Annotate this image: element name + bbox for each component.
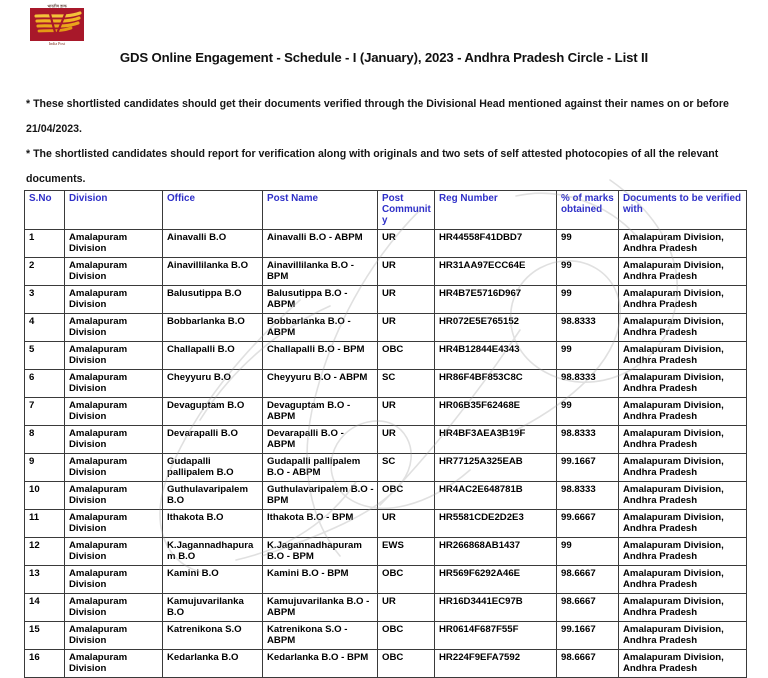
cell-marks: 99 [557,397,619,425]
cell-documents: Amalapuram Division, Andhra Pradesh [619,649,747,677]
cell-post-community: UR [378,593,435,621]
cell-marks: 99 [557,257,619,285]
cell-post-name: Cheyyuru B.O - ABPM [263,369,378,397]
table-header [25,191,747,230]
cell-post-name: Kamini B.O - BPM [263,565,378,593]
table-row [25,565,747,593]
cell-reg-number: HR072E5E765152 [435,313,557,341]
cell-reg-number: HR16D3441EC97B [435,593,557,621]
cell-division: Amalapuram Division [65,593,163,621]
cell-post-name: Devarapalli B.O - ABPM [263,425,378,453]
cell-post-community: OBC [378,481,435,509]
table-row [25,285,747,313]
cell-post-name: Bobbarlanka B.O - ABPM [263,313,378,341]
cell-division: Amalapuram Division [65,453,163,481]
cell-office: Kedarlanka B.O [163,649,263,677]
cell-reg-number: HR4B7E5716D967 [435,285,557,313]
cell-post-name: Gudapalli pallipalem B.O - ABPM [263,453,378,481]
cell-post-community: UR [378,313,435,341]
cell-division: Amalapuram Division [65,369,163,397]
cell-post-name: Challapalli B.O - BPM [263,341,378,369]
cell-office: Guthulavaripalem B.O [163,481,263,509]
cell-office: Bobbarlanka B.O [163,313,263,341]
cell-office: Devarapalli B.O [163,425,263,453]
cell-office: Ithakota B.O [163,509,263,537]
india-post-logo-icon [26,2,88,46]
cell-documents: Amalapuram Division, Andhra Pradesh [619,313,747,341]
cell-sno: 10 [25,481,65,509]
cell-office: Katrenikona S.O [163,621,263,649]
column-header-post-community: Post Community [378,191,435,230]
cell-post-community: OBC [378,649,435,677]
table-row [25,649,747,677]
cell-marks: 99 [557,341,619,369]
cell-sno: 3 [25,285,65,313]
cell-documents: Amalapuram Division, Andhra Pradesh [619,229,747,257]
table-row [25,537,747,565]
cell-post-community: SC [378,369,435,397]
cell-post-name: Balusutippa B.O - ABPM [263,285,378,313]
cell-division: Amalapuram Division [65,537,163,565]
svg-text:India Post: India Post [48,41,66,46]
cell-documents: Amalapuram Division, Andhra Pradesh [619,481,747,509]
cell-reg-number: HR4BF3AEA3B19F [435,425,557,453]
column-header-marks: % of marks obtained [557,191,619,230]
cell-division: Amalapuram Division [65,229,163,257]
cell-documents: Amalapuram Division, Andhra Pradesh [619,341,747,369]
cell-reg-number: HR44558F41DBD7 [435,229,557,257]
india-post-logo [26,2,88,46]
cell-documents: Amalapuram Division, Andhra Pradesh [619,397,747,425]
table-row [25,369,747,397]
cell-office: Kamini B.O [163,565,263,593]
cell-documents: Amalapuram Division, Andhra Pradesh [619,425,747,453]
cell-marks: 98.8333 [557,425,619,453]
cell-post-name: Katrenikona S.O - ABPM [263,621,378,649]
cell-marks: 98.8333 [557,313,619,341]
cell-post-community: EWS [378,537,435,565]
cell-office: Cheyyuru B.O [163,369,263,397]
cell-office: Kamujuvarilanka B.O [163,593,263,621]
cell-marks: 98.8333 [557,369,619,397]
cell-division: Amalapuram Division [65,425,163,453]
cell-reg-number: HR4B12844E4343 [435,341,557,369]
cell-marks: 99.1667 [557,621,619,649]
cell-division: Amalapuram Division [65,285,163,313]
cell-reg-number: HR4AC2E648781B [435,481,557,509]
cell-office: Challapalli B.O [163,341,263,369]
cell-sno: 1 [25,229,65,257]
cell-post-community: UR [378,509,435,537]
cell-marks: 98.6667 [557,593,619,621]
cell-post-community: UR [378,285,435,313]
cell-division: Amalapuram Division [65,481,163,509]
cell-marks: 98.8333 [557,481,619,509]
note-line-1: * These shortlisted candidates should get their documents verified through the Divisional Head mentioned against their names on or before 21/04/2023. [26,98,729,135]
cell-post-name: Guthulavaripalem B.O - BPM [263,481,378,509]
column-header-documents: Documents to be verified with [619,191,747,230]
cell-sno: 6 [25,369,65,397]
cell-sno: 11 [25,509,65,537]
cell-office: Devaguptam B.O [163,397,263,425]
cell-sno: 2 [25,257,65,285]
cell-sno: 13 [25,565,65,593]
cell-office: Gudapalli pallipalem B.O [163,453,263,481]
notes-block [26,92,742,192]
cell-sno: 5 [25,341,65,369]
cell-marks: 99 [557,285,619,313]
cell-post-name: Kedarlanka B.O - BPM [263,649,378,677]
cell-documents: Amalapuram Division, Andhra Pradesh [619,593,747,621]
cell-post-community: UR [378,229,435,257]
cell-documents: Amalapuram Division, Andhra Pradesh [619,509,747,537]
cell-documents: Amalapuram Division, Andhra Pradesh [619,257,747,285]
cell-division: Amalapuram Division [65,397,163,425]
cell-sno: 9 [25,453,65,481]
cell-sno: 7 [25,397,65,425]
table-row [25,481,747,509]
cell-division: Amalapuram Division [65,257,163,285]
cell-reg-number: HR77125A325EAB [435,453,557,481]
cell-post-community: SC [378,453,435,481]
cell-reg-number: HR224F9EFA7592 [435,649,557,677]
cell-division: Amalapuram Division [65,313,163,341]
cell-reg-number: HR06B35F62468E [435,397,557,425]
cell-division: Amalapuram Division [65,565,163,593]
cell-office: Ainavalli B.O [163,229,263,257]
cell-office: Balusutippa B.O [163,285,263,313]
cell-reg-number: HR0614F687F55F [435,621,557,649]
column-header-division: Division [65,191,163,230]
cell-post-community: UR [378,425,435,453]
cell-post-community: OBC [378,565,435,593]
cell-reg-number: HR31AA97ECC64E [435,257,557,285]
candidates-table [24,190,747,678]
candidates-table-container [24,190,746,678]
svg-text:भारतीय डाक: भारतीय डाक [47,3,67,9]
cell-reg-number: HR5581CDE2D2E3 [435,509,557,537]
cell-post-name: Ainavillilanka B.O - BPM [263,257,378,285]
column-header-reg-number: Reg Number [435,191,557,230]
cell-post-community: UR [378,397,435,425]
cell-reg-number: HR266868AB1437 [435,537,557,565]
cell-post-community: OBC [378,341,435,369]
table-row [25,313,747,341]
table-row [25,397,747,425]
table-row [25,593,747,621]
table-row [25,621,747,649]
note-line-2: * The shortlisted candidates should report for verification along with originals and two sets of self attested photocopies of all the relevant documents. [26,148,719,185]
table-row [25,229,747,257]
cell-sno: 14 [25,593,65,621]
table-row [25,257,747,285]
cell-post-name: Ithakota B.O - BPM [263,509,378,537]
cell-marks: 99.6667 [557,509,619,537]
column-header-post-name: Post Name [263,191,378,230]
cell-documents: Amalapuram Division, Andhra Pradesh [619,369,747,397]
cell-documents: Amalapuram Division, Andhra Pradesh [619,537,747,565]
cell-post-community: OBC [378,621,435,649]
cell-marks: 99 [557,229,619,257]
table-header-row [25,191,747,230]
cell-office: Ainavillilanka B.O [163,257,263,285]
cell-marks: 99 [557,537,619,565]
cell-marks: 98.6667 [557,649,619,677]
cell-post-community: UR [378,257,435,285]
cell-reg-number: HR86F4BF853C8C [435,369,557,397]
table-row [25,425,747,453]
cell-sno: 12 [25,537,65,565]
cell-documents: Amalapuram Division, Andhra Pradesh [619,565,747,593]
page-title: GDS Online Engagement - Schedule - I (January), 2023 - Andhra Pradesh Circle - List II [119,50,649,65]
table-body [25,229,747,677]
cell-post-name: Ainavalli B.O - ABPM [263,229,378,257]
cell-sno: 16 [25,649,65,677]
cell-division: Amalapuram Division [65,341,163,369]
cell-marks: 99.1667 [557,453,619,481]
column-header-sno: S.No [25,191,65,230]
cell-reg-number: HR569F6292A46E [435,565,557,593]
cell-documents: Amalapuram Division, Andhra Pradesh [619,285,747,313]
cell-post-name: K.Jagannadhapuram B.O - BPM [263,537,378,565]
cell-marks: 98.6667 [557,565,619,593]
table-row [25,509,747,537]
cell-sno: 15 [25,621,65,649]
cell-division: Amalapuram Division [65,649,163,677]
cell-sno: 4 [25,313,65,341]
column-header-office: Office [163,191,263,230]
cell-office: K.Jagannadhapuram B.O [163,537,263,565]
table-row [25,453,747,481]
cell-sno: 8 [25,425,65,453]
cell-documents: Amalapuram Division, Andhra Pradesh [619,453,747,481]
cell-post-name: Kamujuvarilanka B.O - ABPM [263,593,378,621]
table-row [25,341,747,369]
cell-post-name: Devaguptam B.O - ABPM [263,397,378,425]
cell-division: Amalapuram Division [65,509,163,537]
cell-documents: Amalapuram Division, Andhra Pradesh [619,621,747,649]
cell-division: Amalapuram Division [65,621,163,649]
